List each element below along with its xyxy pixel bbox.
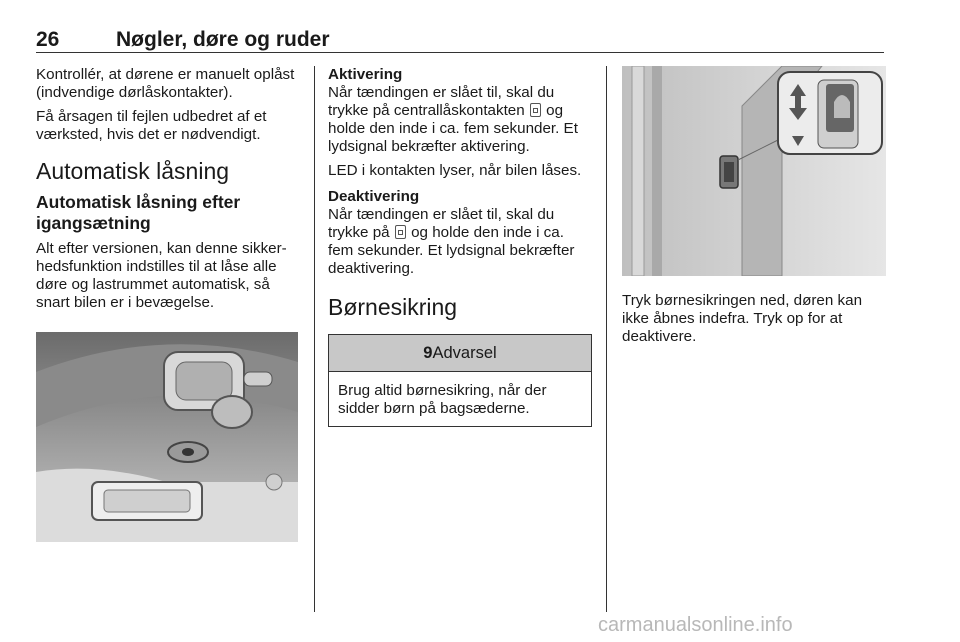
lock-button-icon bbox=[395, 225, 406, 239]
column-divider bbox=[314, 66, 315, 612]
paragraph: Få årsagen til fejlen udbedret af et værksted, hvis det er nødvendigt. bbox=[36, 108, 267, 143]
warning-icon: 9 bbox=[423, 344, 433, 362]
paragraph: og holde den inde i ca. fem sekunder. Et lydsignal bekræfter deaktivering. bbox=[328, 224, 575, 277]
column-left bbox=[36, 66, 298, 318]
page-header bbox=[36, 28, 884, 53]
paragraph: Alt efter versionen, kan denne sikker-hedsfunktion indstilles til at låse alle døre og lastrummet automatisk, så snart bilen er i bevægelse. bbox=[36, 240, 287, 311]
page-number: 26 bbox=[36, 28, 60, 51]
column-middle bbox=[328, 66, 592, 427]
warning-box bbox=[328, 334, 592, 427]
figure-caption: Tryk børnesikringen ned, døren kan ikke åbnes indefra. Tryk op for at deaktivere. bbox=[622, 292, 863, 345]
warning-text: Brug altid børnesikring, når der sidder børn på bagsæderne. bbox=[338, 382, 547, 417]
warning-title: Advarsel bbox=[432, 344, 497, 362]
subsection-heading: Automatisk låsning efter igangsætning bbox=[36, 192, 241, 233]
warning-header bbox=[329, 335, 591, 372]
column-right bbox=[622, 292, 886, 352]
subheading-deactivation: Deaktivering bbox=[328, 188, 420, 205]
paragraph: LED i kontakten lyser, når bilen låses. bbox=[328, 162, 582, 179]
page-title: Nøgler, døre og ruder bbox=[116, 28, 330, 51]
paragraph: Når tændingen er slået til, skal du trykke på centrallåskontakten bbox=[328, 84, 555, 119]
section-heading: Børnesikring bbox=[328, 294, 458, 320]
column-divider bbox=[606, 66, 607, 612]
watermark: carmanualsonline.info bbox=[598, 614, 793, 636]
central-lock-figure bbox=[36, 332, 298, 542]
paragraph: Når tændingen er slået til, skal du trykke på bbox=[328, 206, 555, 241]
section-heading: Automatisk låsning bbox=[36, 158, 230, 184]
paragraph: og holde den inde i ca. fem sekunder. Et lydsignal bekræfter aktivering. bbox=[328, 102, 578, 155]
subheading-activation: Aktivering bbox=[328, 66, 403, 83]
lock-button-icon bbox=[530, 103, 541, 117]
paragraph: Kontrollér, at dørene er manuelt oplåst (indvendige dørlåskontakter). bbox=[36, 66, 295, 101]
child-lock-figure bbox=[622, 66, 886, 276]
